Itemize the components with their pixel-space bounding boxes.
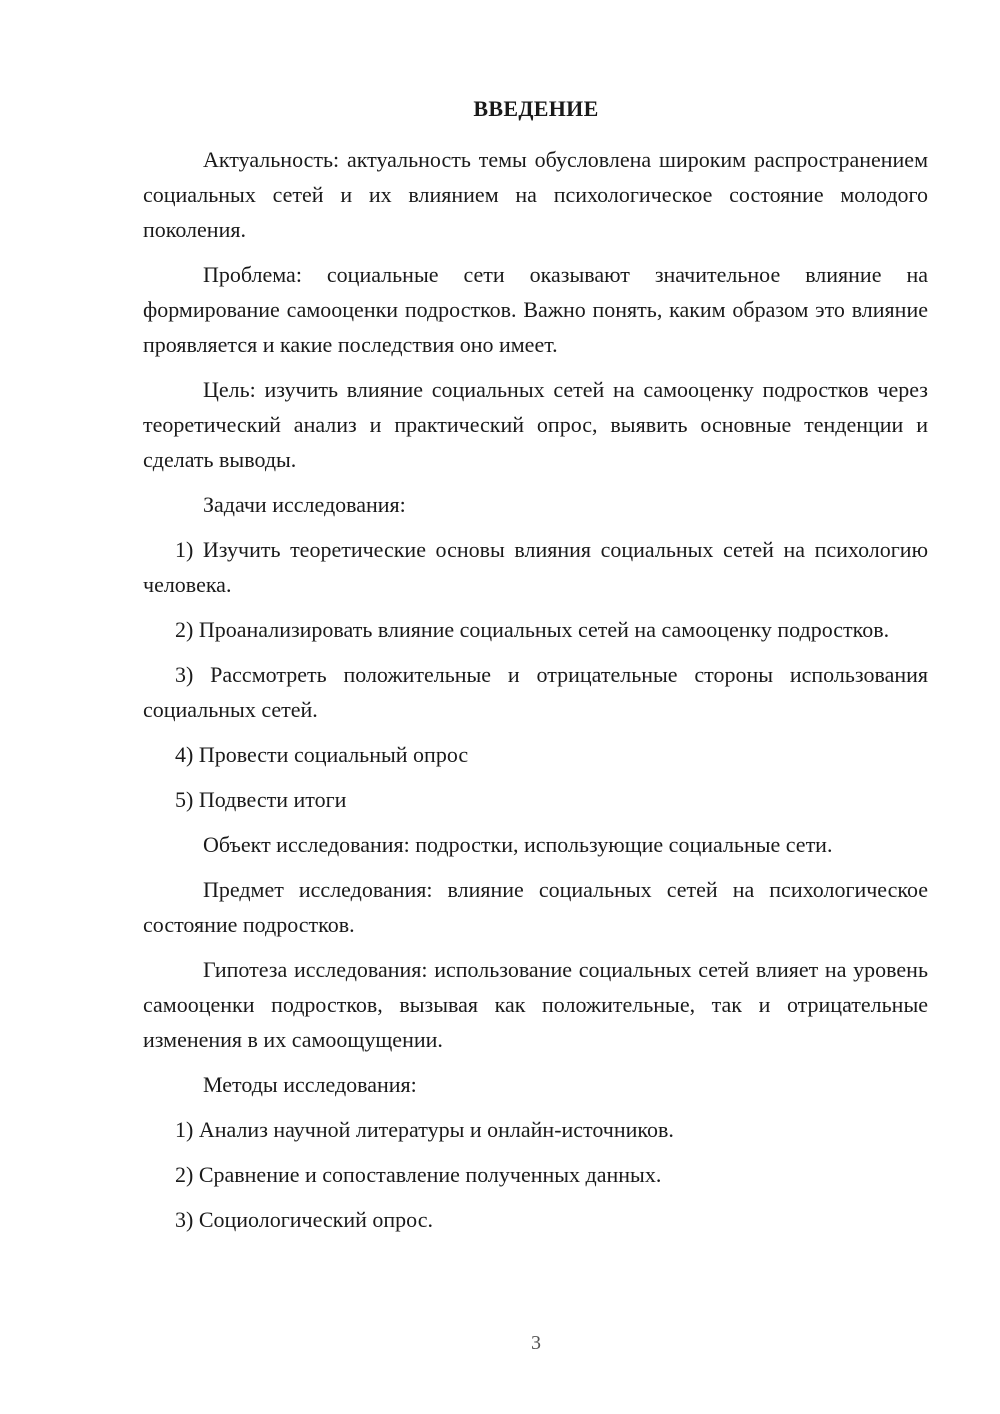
task-item: 4) Провести социальный опрос (175, 742, 469, 767)
task-item: 2) Проанализировать влияние социальных сетей на самооценку подростков. (175, 617, 890, 642)
methods-title: Методы исследования: (203, 1072, 417, 1097)
task-item: 1) Изучить теоретические основы влияния социальных сетей на психологию человека. (143, 537, 928, 597)
document-body (143, 142, 928, 1247)
task-item: 3) Рассмотреть положительные и отрицательные стороны использования социальных сетей. (143, 662, 928, 722)
method-item: 2) Сравнение и сопоставление полученных данных. (175, 1162, 662, 1187)
problem-paragraph: Проблема: социальные сети оказывают значительное влияние на формирование самооценки подростков. Важно понять, каким образом это влияние проявляется и какие последствия оно имеет. (143, 262, 928, 357)
object-paragraph: Объект исследования: подростки, использующие социальные сети. (203, 832, 833, 857)
page-title: ВВЕДЕНИЕ (473, 96, 599, 121)
subject-paragraph: Предмет исследования: влияние социальных сетей на психологическое состояние подростков. (143, 877, 928, 937)
method-item: 1) Анализ научной литературы и онлайн-источников. (175, 1117, 674, 1142)
relevance-paragraph: Актуальность: актуальность темы обусловлена широким распространением социальных сетей и их влиянием на психологическое состояние молодого поколения. (143, 147, 928, 242)
page-number: 3 (531, 1332, 541, 1354)
hypothesis-paragraph: Гипотеза исследования: использование социальных сетей влияет на уровень самооценки подростков, вызывая как положительные, так и отрицательные изменения в их самоощущении. (143, 957, 928, 1052)
tasks-title: Задачи исследования: (203, 492, 406, 517)
method-item: 3) Социологический опрос. (175, 1207, 433, 1232)
goal-paragraph: Цель: изучить влияние социальных сетей на самооценку подростков через теоретический анализ и практический опрос, выявить основные тенденции и сделать выводы. (143, 377, 928, 472)
task-item: 5) Подвести итоги (175, 787, 347, 812)
